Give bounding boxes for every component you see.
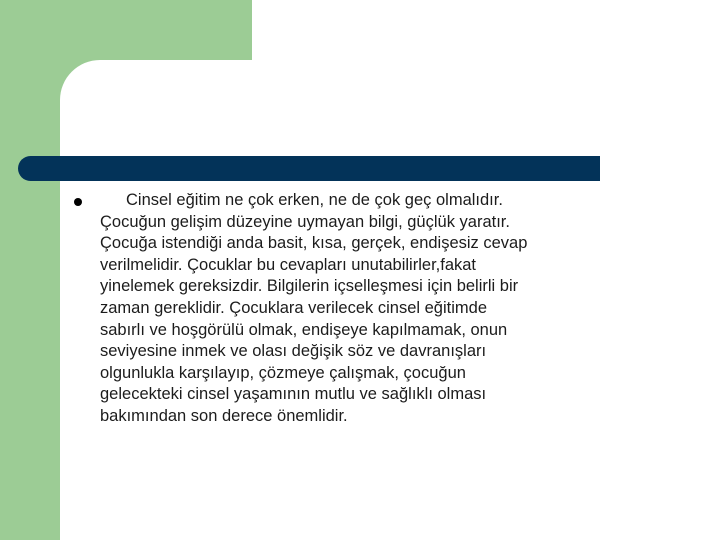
bullet-text: Cinsel eğitim ne çok erken, ne de çok geç olmalıdır. Çocuğun gelişim düzeyine uymayan bilgi, güçlük yaratır. Çocuğa istendiği anda basit, kısa, gerçek, endişesiz cevap verilmelidir. Çocuklar bu cevapları unutabilirler,fakat yinelemek gereksizdir. Bilgilerin içselleşmesi için belirli bir zaman gereklidir. Çocuklara verilecek cinsel eğitimde sabırlı ve hoşgörülü olmak, endişeye kapılmamak, onun seviyesine inmek ve olası değişik söz ve davranışları olgunlukla karşılayıp, çözmeye çalışmak, çocuğun gelecekteki cinsel yaşamının mutlu ve sağlıklı olması bakımından son derece önemlidir.: [100, 191, 528, 425]
bullet-dot-icon: [74, 198, 82, 206]
green-left-strip: [0, 60, 60, 540]
slide-content: [74, 190, 674, 428]
bullet-item: [74, 190, 674, 428]
title-bar: [18, 156, 600, 181]
